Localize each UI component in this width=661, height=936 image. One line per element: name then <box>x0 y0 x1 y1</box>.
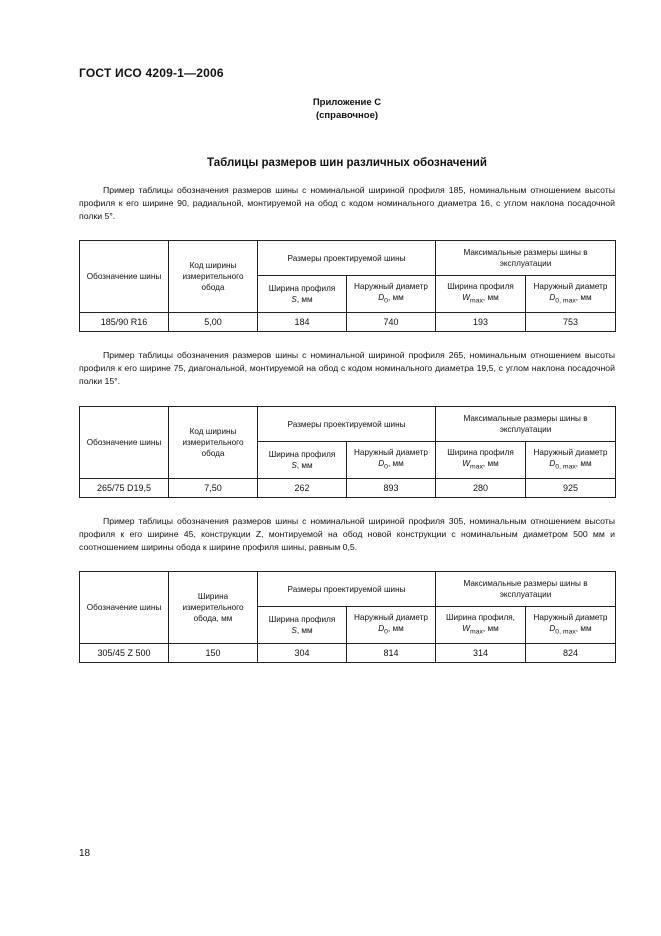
header-design-group: Размеры проектируемой шины <box>258 407 436 442</box>
cell-designation: 185/90 R16 <box>80 313 169 332</box>
header-outer-diameter: Наружный диаметр $D_0$, мм <box>347 276 436 313</box>
cell-max-width: 314 <box>436 644 526 663</box>
table-row <box>80 644 616 663</box>
cell-max-diameter: 824 <box>526 644 616 663</box>
header-design-group: Размеры проектируемой шины <box>258 241 436 276</box>
cell-width: 304 <box>258 644 347 663</box>
header-section-width: Ширина профиля S, мм <box>258 276 347 313</box>
header-designation: Обозначение шины <box>80 572 169 644</box>
header-max-width: Ширина профиля $W_{max}$, мм <box>436 442 526 479</box>
standard-id: ГОСТ ИСО 4209-1—2006 <box>79 66 224 80</box>
example-1-table <box>79 240 616 332</box>
header-designation: Обозначение шины <box>80 407 169 479</box>
header-max-diameter: Наружный диаметр $D_{0, max}$, мм <box>526 442 616 479</box>
header-outer-diameter: Наружный диаметр $D_0$, мм <box>347 442 436 479</box>
page-number: 18 <box>79 848 91 859</box>
table-row <box>80 313 616 332</box>
table-row <box>80 479 616 498</box>
example-1-intro: Пример таблицы обозначения размеров шины с номинальной шириной профиля 185, номинальным отношением высоты профиля к его ширине 90, радиальной, монтируемой на обод с кодом номинального диаметра 16, с углом наклона посадочной полки 5°. <box>79 185 615 222</box>
header-section-width: Ширина профиля S, мм <box>258 442 347 479</box>
header-rim-code: Код ширины измерительного обода <box>169 241 258 313</box>
header-max-width: Ширина профиля $W_{max}$, мм <box>436 276 526 313</box>
example-2-intro: Пример таблицы обозначения размеров шины с номинальной шириной профиля 265, номинальным отношением высоты профиля к его ширине 75, диагональной, монтируемой на обод с кодом номинального диаметра 19,5, с углом наклона посадочной полки 15°. <box>79 350 615 387</box>
cell-diameter: 893 <box>347 479 436 498</box>
header-max-diameter: Наружный диаметр $D_{0, max}$, мм <box>526 276 616 313</box>
cell-max-diameter: 753 <box>526 313 616 332</box>
annex-title: Приложение С <box>312 97 382 108</box>
cell-rim-code: 5,00 <box>169 313 258 332</box>
header-outer-diameter: Наружный диаметр $D_0$, мм <box>347 607 436 644</box>
header-rim-width: Ширина измерительного обода, мм <box>169 572 258 644</box>
cell-width: 184 <box>258 313 347 332</box>
header-designation: Обозначение шины <box>80 241 169 313</box>
cell-designation: 265/75 D19,5 <box>80 479 169 498</box>
cell-diameter: 814 <box>347 644 436 663</box>
annex-subtitle: (справочное) <box>315 110 379 121</box>
cell-max-diameter: 925 <box>526 479 616 498</box>
cell-max-width: 193 <box>436 313 526 332</box>
cell-rim-code: 7,50 <box>169 479 258 498</box>
cell-max-width: 280 <box>436 479 526 498</box>
header-service-group: Максимальные размеры шины в эксплуатации <box>436 407 616 442</box>
header-section-width: Ширина профиля S, мм <box>258 607 347 644</box>
example-3-intro: Пример таблицы обозначения размеров шины с номинальной шириной профиля 305, номинальным отношением высоты профиля к его ширине 45, конструкции Z, монтируемой на обод новой конструкции с номинальным диаметром 500 мм и соотношением ширины обода к ширине профиля шины, равным 0,5. <box>79 516 615 553</box>
header-rim-code: Код ширины измерительного обода <box>169 407 258 479</box>
header-design-group: Размеры проектируемой шины <box>258 572 436 607</box>
cell-diameter: 740 <box>347 313 436 332</box>
header-max-diameter: Наружный диаметр $D_{0, max}$, мм <box>526 607 616 644</box>
example-2-table <box>79 406 616 498</box>
header-service-group: Максимальные размеры шины в эксплуатации <box>436 241 616 276</box>
cell-designation: 305/45 Z 500 <box>80 644 169 663</box>
header-service-group: Максимальные размеры шины в эксплуатации <box>436 572 616 607</box>
header-max-width: Ширина профиля, $W_{max}$, мм <box>436 607 526 644</box>
cell-width: 262 <box>258 479 347 498</box>
cell-rim-width: 150 <box>169 644 258 663</box>
example-3-table <box>79 571 616 663</box>
section-title: Таблицы размеров шин различных обозначений <box>207 157 487 169</box>
annex-heading <box>79 96 615 122</box>
